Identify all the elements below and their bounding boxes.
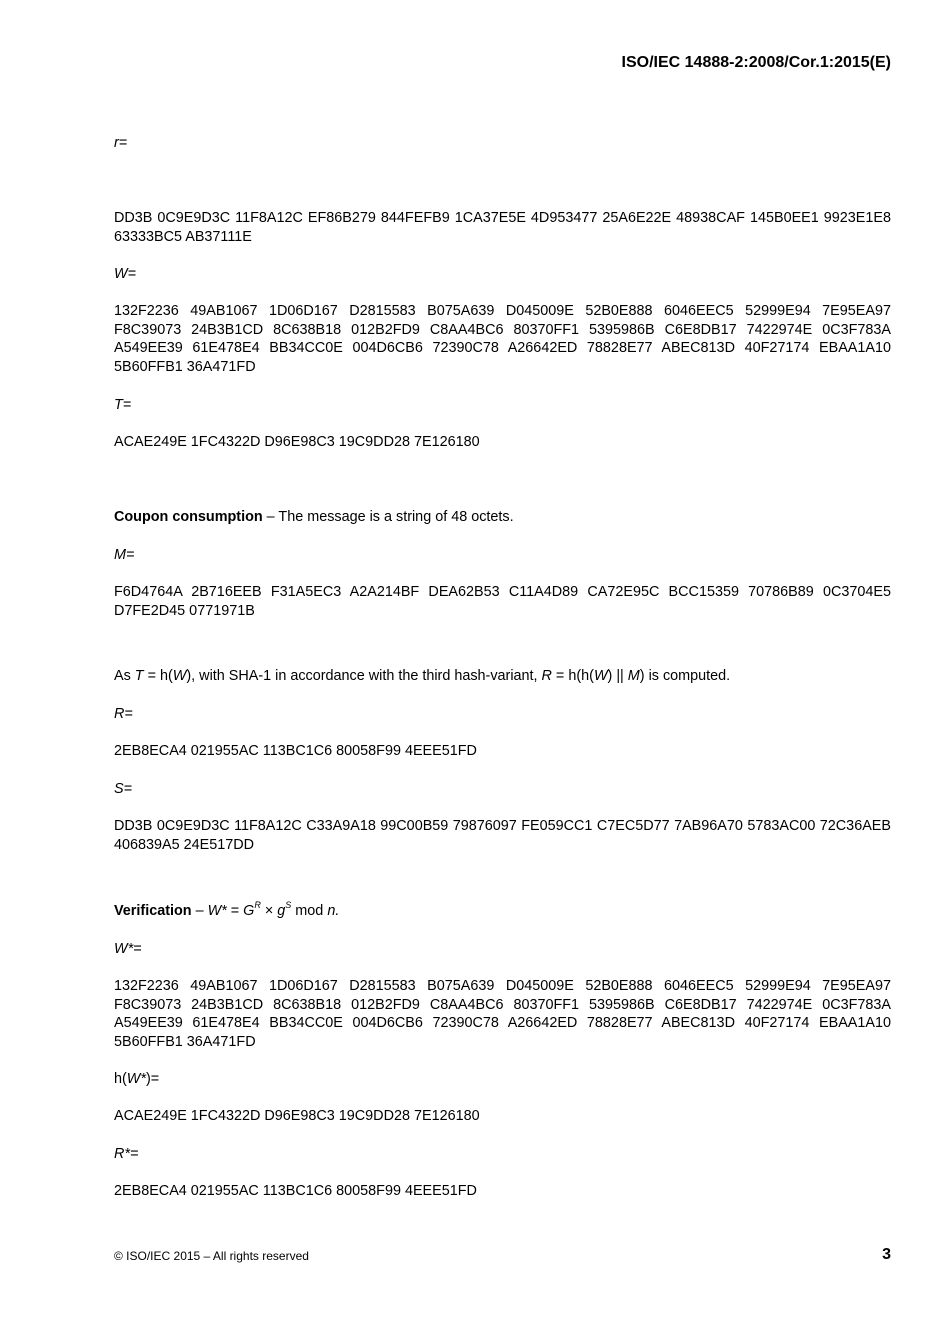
verif-sup-R: R	[254, 900, 261, 910]
label-hWstar	[114, 1070, 891, 1089]
verif-mod: mod	[291, 903, 328, 919]
verif-times: ×	[260, 903, 278, 919]
label-r: r=	[114, 135, 128, 151]
value-R: 2EB8ECA4 021955AC 113BC1C6 80058F99 4EEE51FD	[114, 743, 477, 759]
label-S: S=	[114, 781, 133, 797]
value-S: DD3B 0C9E9D3C 11F8A12C C33A9A18 99C00B59 79876097 FE059CC1 C7EC5D77 7AB96A70 5783AC00 72C36AEB 406839A5 24E517DD	[114, 818, 891, 853]
as-var-T: T	[134, 668, 144, 684]
label-Rstar: R*=	[114, 1146, 139, 1162]
verif-var-n: n.	[327, 903, 340, 919]
verif-sup-S: S	[285, 900, 292, 910]
as-var-W2: W	[593, 668, 608, 684]
value-hWstar: ACAE249E 1FC4322D D96E98C3 19C9DD28 7E126180	[114, 1108, 480, 1124]
hw-var-W: W*	[126, 1071, 146, 1087]
footer-copyright: © ISO/IEC 2015 – All rights reserved	[114, 1249, 309, 1263]
as-var-M: M	[627, 668, 640, 684]
label-R: R=	[114, 706, 133, 722]
value-Rstar: 2EB8ECA4 021955AC 113BC1C6 80058F99 4EEE51FD	[114, 1183, 477, 1199]
verif-var-G: G	[243, 903, 255, 919]
value-r: DD3B 0C9E9D3C 11F8A12C EF86B279 844FEFB9 1CA37E5E 4D953477 25A6E22E 48938CAF 145B0EE1 9923E1E8 63333BC5 AB37111E	[114, 210, 891, 245]
as-paragraph	[114, 667, 891, 686]
verif-var-W: W*	[207, 903, 227, 919]
label-M: M=	[114, 547, 135, 563]
verification-title: Verification	[114, 903, 192, 919]
as-var-W: W	[172, 668, 187, 684]
hw-post: )=	[145, 1071, 160, 1087]
verif-eq: =	[226, 903, 244, 919]
value-W: 132F2236 49AB1067 1D06D167 D2815583 B075A639 D045009E 52B0E888 6046EEC5 52999E94 7E95EA97 F8C39073 24B3B1CD 8C638B18 012B2FD9 C8AA4BC6 80370FF1 5395986B C6E8DB17 7422974E 0C3F783A A549EE39 61E478E4 BB34CC0E 004D6CB6 72390C78 A26642ED 78828E77 ABEC813D 40F27174 EBAA1A10 5B60FFB1 36A471FD	[114, 303, 891, 375]
as-text-2: = h(	[143, 668, 173, 684]
as-text-5: ) ||	[607, 668, 628, 684]
label-T: T=	[114, 397, 132, 413]
verif-var-g: g	[277, 903, 286, 919]
page-header-standard: ISO/IEC 14888-2:2008/Cor.1:2015(E)	[621, 54, 891, 71]
coupon-consumption-heading	[114, 508, 891, 527]
coupon-title: Coupon consumption	[114, 509, 263, 525]
label-W: W=	[114, 266, 136, 282]
value-Wstar: 132F2236 49AB1067 1D06D167 D2815583 B075A639 D045009E 52B0E888 6046EEC5 52999E94 7E95EA97 F8C39073 24B3B1CD 8C638B18 012B2FD9 C8AA4BC6 80370FF1 5395986B C6E8DB17 7422974E 0C3F783A A549EE39 61E478E4 BB34CC0E 004D6CB6 72390C78 A26642ED 78828E77 ABEC813D 40F27174 EBAA1A10 5B60FFB1 36A471FD	[114, 978, 891, 1050]
as-text-3: ), with SHA-1 in accordance with the third hash-variant,	[186, 668, 542, 684]
hw-pre: h(	[114, 1071, 127, 1087]
verif-dash: –	[191, 903, 208, 919]
coupon-text: – The message is a string of 48 octets.	[262, 509, 514, 525]
as-text-1: As	[114, 668, 135, 684]
value-T: ACAE249E 1FC4322D D96E98C3 19C9DD28 7E126180	[114, 434, 480, 450]
as-var-R: R	[541, 668, 552, 684]
value-M: F6D4764A 2B716EEB F31A5EC3 A2A214BF DEA62B53 C11A4D89 CA72E95C BCC15359 70786B89 0C3704E5 D7FE2D45 0771971B	[114, 584, 891, 619]
as-text-6: ) is computed.	[639, 668, 731, 684]
as-text-4: = h(h(	[551, 668, 594, 684]
page-number: 3	[882, 1246, 891, 1263]
label-Wstar: W*=	[114, 941, 142, 957]
verification-heading	[114, 902, 891, 921]
